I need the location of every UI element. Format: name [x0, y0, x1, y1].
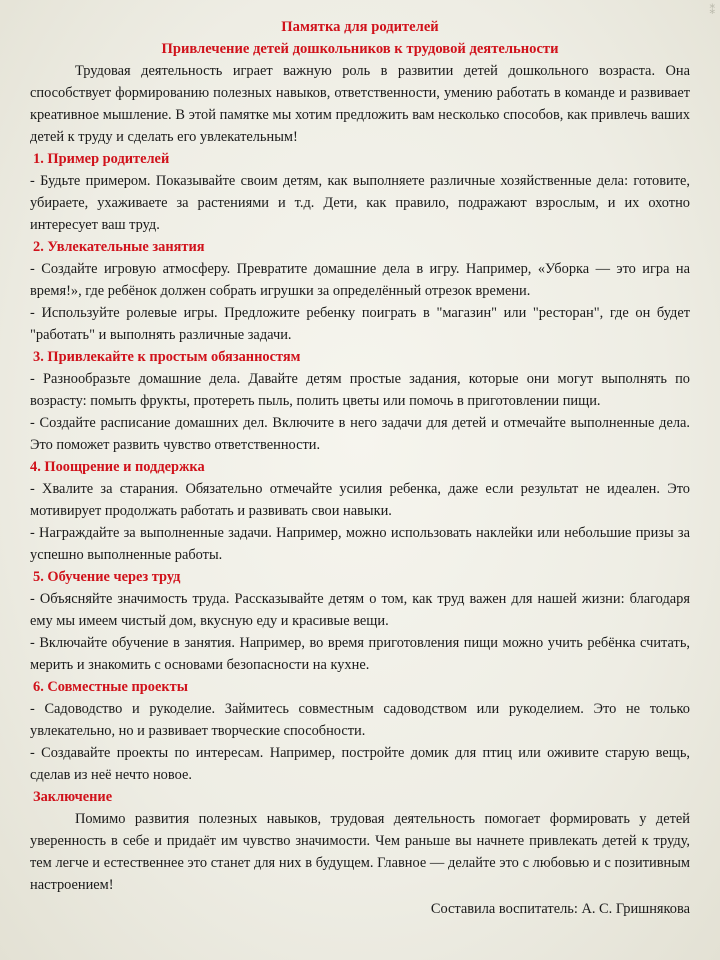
section-item: - Награждайте за выполненные задачи. Например, можно использовать наклейки или небольшие призы за успешно выполненные работы.: [30, 525, 690, 563]
section-item: - Создайте расписание домашних дел. Включите в него задачи для детей и отмечайте выполненные дела. Это поможет развить чувство ответственности.: [30, 415, 690, 453]
section-item: - Создавайте проекты по интересам. Например, постройте домик для птиц или оживите старую вещь, сделав из неё нечто новое.: [30, 745, 690, 783]
section-item: - Создайте игровую атмосферу. Превратите домашние дела в игру. Например, «Уборка — это игра на время!», где ребёнок должен собрать игрушки за определённый отрезок времени.: [30, 261, 690, 299]
memo-subtitle: Привлечение детей дошкольников к трудовой деятельности: [161, 41, 559, 57]
section-1: [30, 148, 690, 236]
memo-title: Памятка для родителей: [281, 19, 439, 35]
section-heading: 6. Совместные проекты: [33, 679, 188, 695]
section-item: - Будьте примером. Показывайте своим детям, как выполняете различные хозяйственные дела: готовите, убираете, ухаживаете за растениями и т.д. Дети, как правило, подражают взрослым, и их охотно интересует ваш труд.: [30, 173, 690, 233]
section-heading: 2. Увлекательные занятия: [33, 239, 205, 255]
memo-document: [30, 16, 690, 920]
conclusion-text: Помимо развития полезных навыков, трудовая деятельность помогает формировать у детей уверенность в себе и придаёт им чувство значимости. Чем раньше вы начнете привлекать детей к труду, тем легче и естественнее это станет для них в будущем. Главное — делайте это с любовью и с позитивным настроением!: [30, 811, 690, 893]
section-item: - Включайте обучение в занятия. Например, во время приготовления пищи можно учить ребёнка считать, мерить и знакомить с основами безопасности на кухне.: [30, 635, 690, 673]
section-5: [30, 566, 690, 676]
section-item: - Используйте ролевые игры. Предложите ребенку поиграть в "магазин" или "ресторан", где он будет "работать" и выполнять различные задачи.: [30, 305, 690, 343]
conclusion-section: [30, 786, 690, 896]
section-item: - Объясняйте значимость труда. Рассказывайте детям о том, как труд важен для нашей жизни: благодаря ему мы имеем чистый дом, вкусную еду и красивые вещи.: [30, 591, 690, 629]
section-3: [30, 346, 690, 456]
author-signature: Составила воспитатель: А. С. Гришнякова: [430, 901, 690, 917]
section-heading: 1. Пример родителей: [33, 151, 170, 167]
section-heading: 4. Поощрение и поддержка: [30, 459, 205, 475]
section-item: - Садоводство и рукоделие. Займитесь совместным садоводством или рукоделием. Это не только увлекательно, но и развивает творческие способности.: [30, 701, 690, 739]
section-item: - Хвалите за старания. Обязательно отмечайте усилия ребенка, даже если результат не идеален. Это мотивирует продолжать работать и развивать свои навыки.: [30, 481, 690, 519]
corner-ornament-icon: ⁑: [709, 5, 714, 17]
intro-paragraph: Трудовая деятельность играет важную роль в развитии детей дошкольного возраста. Она способствует формированию полезных навыков, ответственности, умению работать в команде и развивает креативное мышление. В этой памятке мы хотим предложить вам несколько способов, как привлечь ваших детей к труду и сделать его увлекательным!: [30, 63, 690, 145]
section-heading: 3. Привлекайте к простым обязанностям: [33, 349, 301, 365]
section-2: [30, 236, 690, 346]
section-6: [30, 676, 690, 786]
section-4: [30, 456, 690, 566]
section-item: - Разнообразьте домашние дела. Давайте детям простые задания, которые они могут выполнять по возрасту: помыть фрукты, протереть пыль, полить цветы или помочь в приготовлении пищи.: [30, 371, 690, 409]
section-heading: 5. Обучение через труд: [33, 569, 181, 585]
conclusion-heading: Заключение: [33, 789, 113, 805]
